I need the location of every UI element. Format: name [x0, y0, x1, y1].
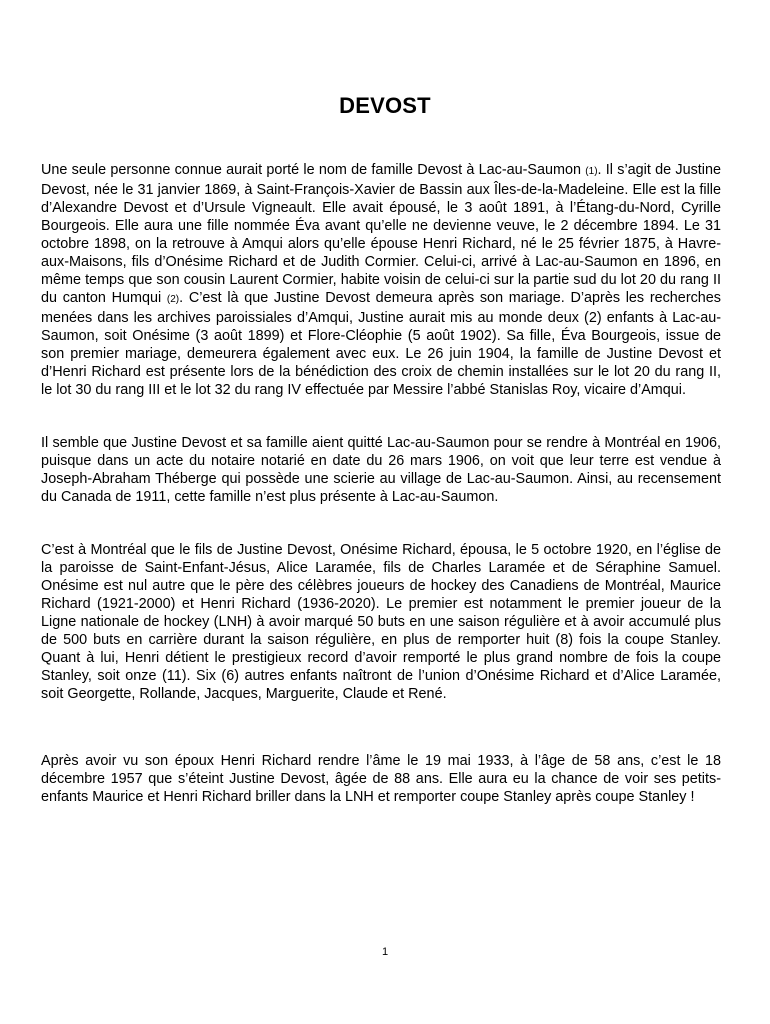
- paragraph-3: C’est à Montréal que le fils de Justine Devost, Onésime Richard, épousa, le 5 octobre 1920, en l’église de la paroisse de Saint-Enfant-Jésus, Alice Laramée, fils de Charles Laramée et de Séraphine Samuel. Onésime est nul autre que le père des célèbres joueurs de hockey des Canadiens de Montréal, Maurice Richard (1921-2000) et Henri Richard (1936-2020). Le premier est notamment le premier joueur de la Ligne nationale de hockey (LNH) à avoir marqué 50 buts en une saison régulière et à avoir accumulé plus de 500 buts en carrière durant la saison régulière, en plus de remporter huit (8) fois la coupe Stanley. Quant à lui, Henri détient le prestigieux record d’avoir remporté le plus grand nombre de fois la coupe Stanley, soit onze (11). Six (6) autres enfants naîtront de l’union d’Onésime Richard et d’Alice Laramée, soit Georgette, Rollande, Jacques, Marguerite, Claude et René.: [41, 542, 721, 702]
- paragraph-4: Après avoir vu son époux Henri Richard rendre l’âme le 19 mai 1933, à l’âge de 58 ans, c’est le 18 décembre 1957 que s’éteint Justine Devost, âgée de 88 ans. Elle aura eu la chance de voir ses petits-enfants Maurice et Henri Richard briller dans la LNH et remporter coupe Stanley après coupe Stanley !: [41, 753, 721, 805]
- paragraph-1-part-2: . Il s’agit de Justine Devost, née le 31 janvier 1869, à Saint-François-Xavier de Bassin aux Îles-de-la-Madeleine. Elle est la fille d’Alexandre Devost et d’Ursule Vigneault. Elle avait épousé, le 3 août 1891, à l’Étang-du-Nord, Cyrille Bourgeois. Elle aura une fille nommée Éva avant qu’elle ne devienne veuve, le 2 décembre 1894. Le 31 octobre 1898, on la retrouve à Amqui alors qu’elle épouse Henri Richard, né le 25 février 1875, à Havre-aux-Maisons, fils d’Onésime Richard et de Judith Cormier. Celui-ci, arrivé à Lac-au-Saumon en 1896, en même temps que son cousin Laurent Cormier, habite voisin de celui-ci sur la partie sud du lot 20 du rang II du canton Humqui: [41, 162, 721, 306]
- footnote-ref-1: (1): [585, 166, 598, 177]
- page-title: DEVOST: [339, 93, 431, 118]
- footnote-ref-2: (2): [166, 294, 180, 305]
- paragraph-2: Il semble que Justine Devost et sa famille aient quitté Lac-au-Saumon pour se rendre à Montréal en 1906, puisque dans un acte du notaire notarié en date du 26 mars 1906, on voit que leur terre est vendue à Joseph-Abraham Théberge qui possède une scierie au village de Lac-au-Saumon. Ainsi, au recensement du Canada de 1911, cette famille n’est plus présente à Lac-au-Saumon.: [41, 435, 721, 505]
- paragraph-1: [41, 161, 721, 399]
- page-number: 1: [381, 946, 389, 958]
- paragraph-1-part-3: . C’est là que Justine Devost demeura après son mariage. D’après les recherches menées dans les archives paroissiales d’Amqui, Justine aurait mis au monde deux (2) enfants à Lac-au-Saumon, soit Onésime (3 août 1899) et Flore-Cléophie (5 août 1902). Sa fille, Éva Bourgeois, issue de son premier mariage, demeurera également avec eux. Le 26 juin 1904, la famille de Justine Devost et d’Henri Richard est présente lors de la bénédiction des croix de chemin installées sur le lot 20 du rang II, le lot 30 du rang III et le lot 32 du rang IV effectuée par Messire l’abbé Stanislas Roy, vicaire d’Amqui.: [41, 290, 722, 398]
- paragraph-1-part-1: Une seule personne connue aurait porté le nom de famille Devost à Lac-au-Saumon: [41, 162, 582, 178]
